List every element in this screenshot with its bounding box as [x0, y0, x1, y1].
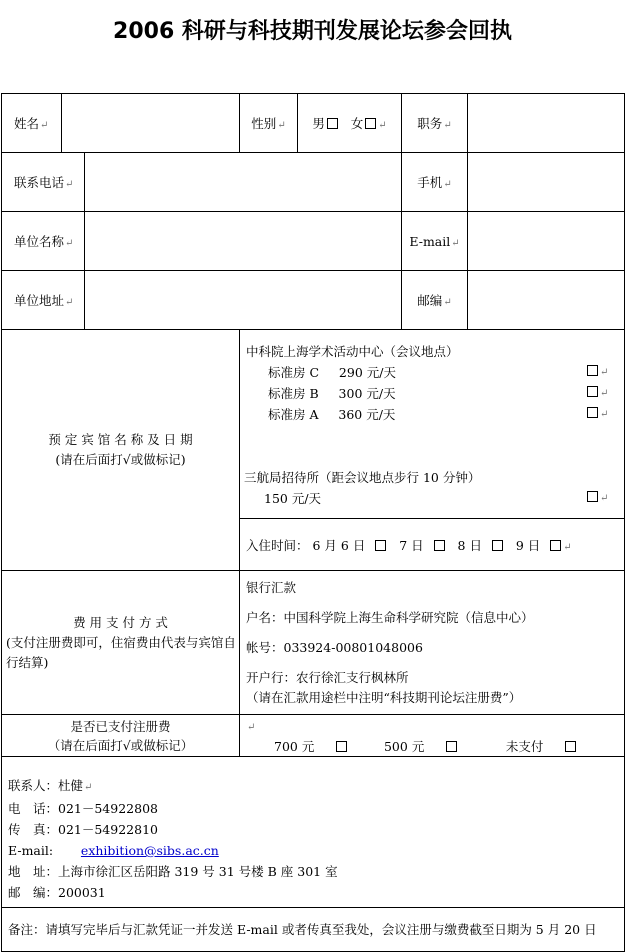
payment-label-cell [2, 571, 240, 715]
email-label: E-mail↵ [402, 212, 468, 271]
date-8-checkbox[interactable] [492, 540, 503, 551]
venue-1: 中科院上海学术活动中心（会议地点） [246, 344, 459, 359]
hotel-hint: (请在后面打√或做标记) [55, 452, 186, 467]
gender-female-checkbox[interactable] [365, 118, 376, 129]
room-a-checkbox[interactable] [587, 407, 598, 418]
mobile-field[interactable] [468, 153, 625, 212]
room-b-checkbox[interactable] [587, 386, 598, 397]
org-name-field[interactable] [85, 212, 402, 271]
gender-label: 性别↵ [240, 94, 298, 153]
fee-paid-label: 是否已支付注册费 [70, 718, 171, 734]
date-7-checkbox[interactable] [434, 540, 445, 551]
remittance-note: （请在汇款用途栏中注明“科技期刊论坛注册费”） [246, 689, 522, 705]
contact-postcode: 邮 编：200031 [8, 885, 106, 900]
venue-2-price: 150 元/天 [264, 491, 322, 506]
postcode-label: 邮编↵ [402, 271, 468, 330]
contact-person: 联系人：杜健↵ [8, 778, 93, 793]
name-label: 姓名↵ [2, 94, 62, 153]
gender-male-checkbox[interactable] [327, 118, 338, 129]
mobile-label: 手机↵ [402, 153, 468, 212]
org-name-label: 单位名称↵ [2, 212, 85, 271]
contact-fax: 传 真：021－54922810 [8, 822, 158, 837]
payment-method: 银行汇款 [246, 579, 297, 595]
contact-tel: 电 话：021－54922808 [8, 801, 158, 816]
page-title: 2006 科研与科技期刊发展论坛参会回执 [113, 19, 512, 44]
position-label: 职务↵ [402, 94, 468, 153]
room-c: 标准房 C 290 元/天 [268, 365, 396, 380]
fee-paid-options: ↵ 700 元 500 元 未支付 [240, 715, 625, 757]
fee-paid-hint: （请在后面打√或做标记） [47, 737, 194, 753]
gender-field: 男 女 ↵ [298, 94, 402, 153]
checkin-label: 入住时间： [246, 537, 309, 553]
contact-email: E-mail: exhibition@sibs.ac.cn [8, 843, 219, 858]
room-a: 标准房 A 360 元/天 [268, 407, 396, 422]
bank-name: 开户行：农行徐汇支行枫林所 [246, 669, 409, 685]
account-name: 户名：中国科学院上海生命科学研究院（信息中心） [246, 609, 534, 625]
address-label: 单位地址↵ [2, 271, 85, 330]
room-b: 标准房 B 300 元/天 [268, 386, 396, 401]
gender-male-label: 男 [312, 116, 325, 131]
email-field[interactable] [468, 212, 625, 271]
hotel-label-cell [2, 330, 240, 571]
venue-2: 三航局招待所（距会议地点步行 10 分钟） [244, 470, 481, 485]
phone-field[interactable] [85, 153, 402, 212]
email-link[interactable]: exhibition@sibs.ac.cn [80, 843, 219, 858]
contact-address: 地 址：上海市徐汇区岳阳路 319 号 31 号楼 B 座 301 室 [8, 864, 338, 879]
date-9-checkbox[interactable] [550, 540, 561, 551]
payment-hint: (支付注册费即可，住宿费由代表与宾馆自行结算) [6, 634, 236, 670]
gender-female-label: 女 [350, 116, 364, 131]
fee-500-checkbox[interactable] [446, 741, 457, 752]
hotel-options: 中科院上海学术活动中心（会议地点） 标准房 C 290 元/天 ↵ 标准房 B 300 元/天 ↵ 标准房 A 360 元/天 ↵ 三航局招待所（距会议地点步行 10 分钟） 150 元/天 ↵ [240, 330, 625, 519]
date-6-checkbox[interactable] [375, 540, 386, 551]
position-field[interactable] [468, 94, 625, 153]
payment-label: 费 用 支 付 方 式 [73, 614, 168, 630]
venue-2-checkbox[interactable] [587, 491, 598, 502]
room-c-checkbox[interactable] [587, 365, 598, 376]
contact-info [2, 757, 625, 908]
checkin-row: 入住时间： 6 月 6 日 7 日 8 日 9 日 ↵ [240, 519, 625, 571]
registration-form [1, 93, 625, 952]
address-field[interactable] [85, 271, 402, 330]
fee-unpaid-checkbox[interactable] [565, 741, 576, 752]
payment-details [240, 571, 625, 715]
remark: 备注：请填写完毕后与汇款凭证一并发送 E-mail 或者传真至我处，会议注册与缴费截至日期为 5 月 20 日 [2, 908, 625, 952]
fee-700-checkbox[interactable] [336, 741, 347, 752]
fee-paid-label-cell [2, 715, 240, 757]
hotel-label: 预 定 宾 馆 名 称 及 日 期 [48, 432, 193, 447]
postcode-field[interactable] [468, 271, 625, 330]
name-field[interactable] [62, 94, 240, 153]
phone-label: 联系电话↵ [2, 153, 85, 212]
account-number: 帐号：033924-00801048006 [246, 639, 423, 655]
